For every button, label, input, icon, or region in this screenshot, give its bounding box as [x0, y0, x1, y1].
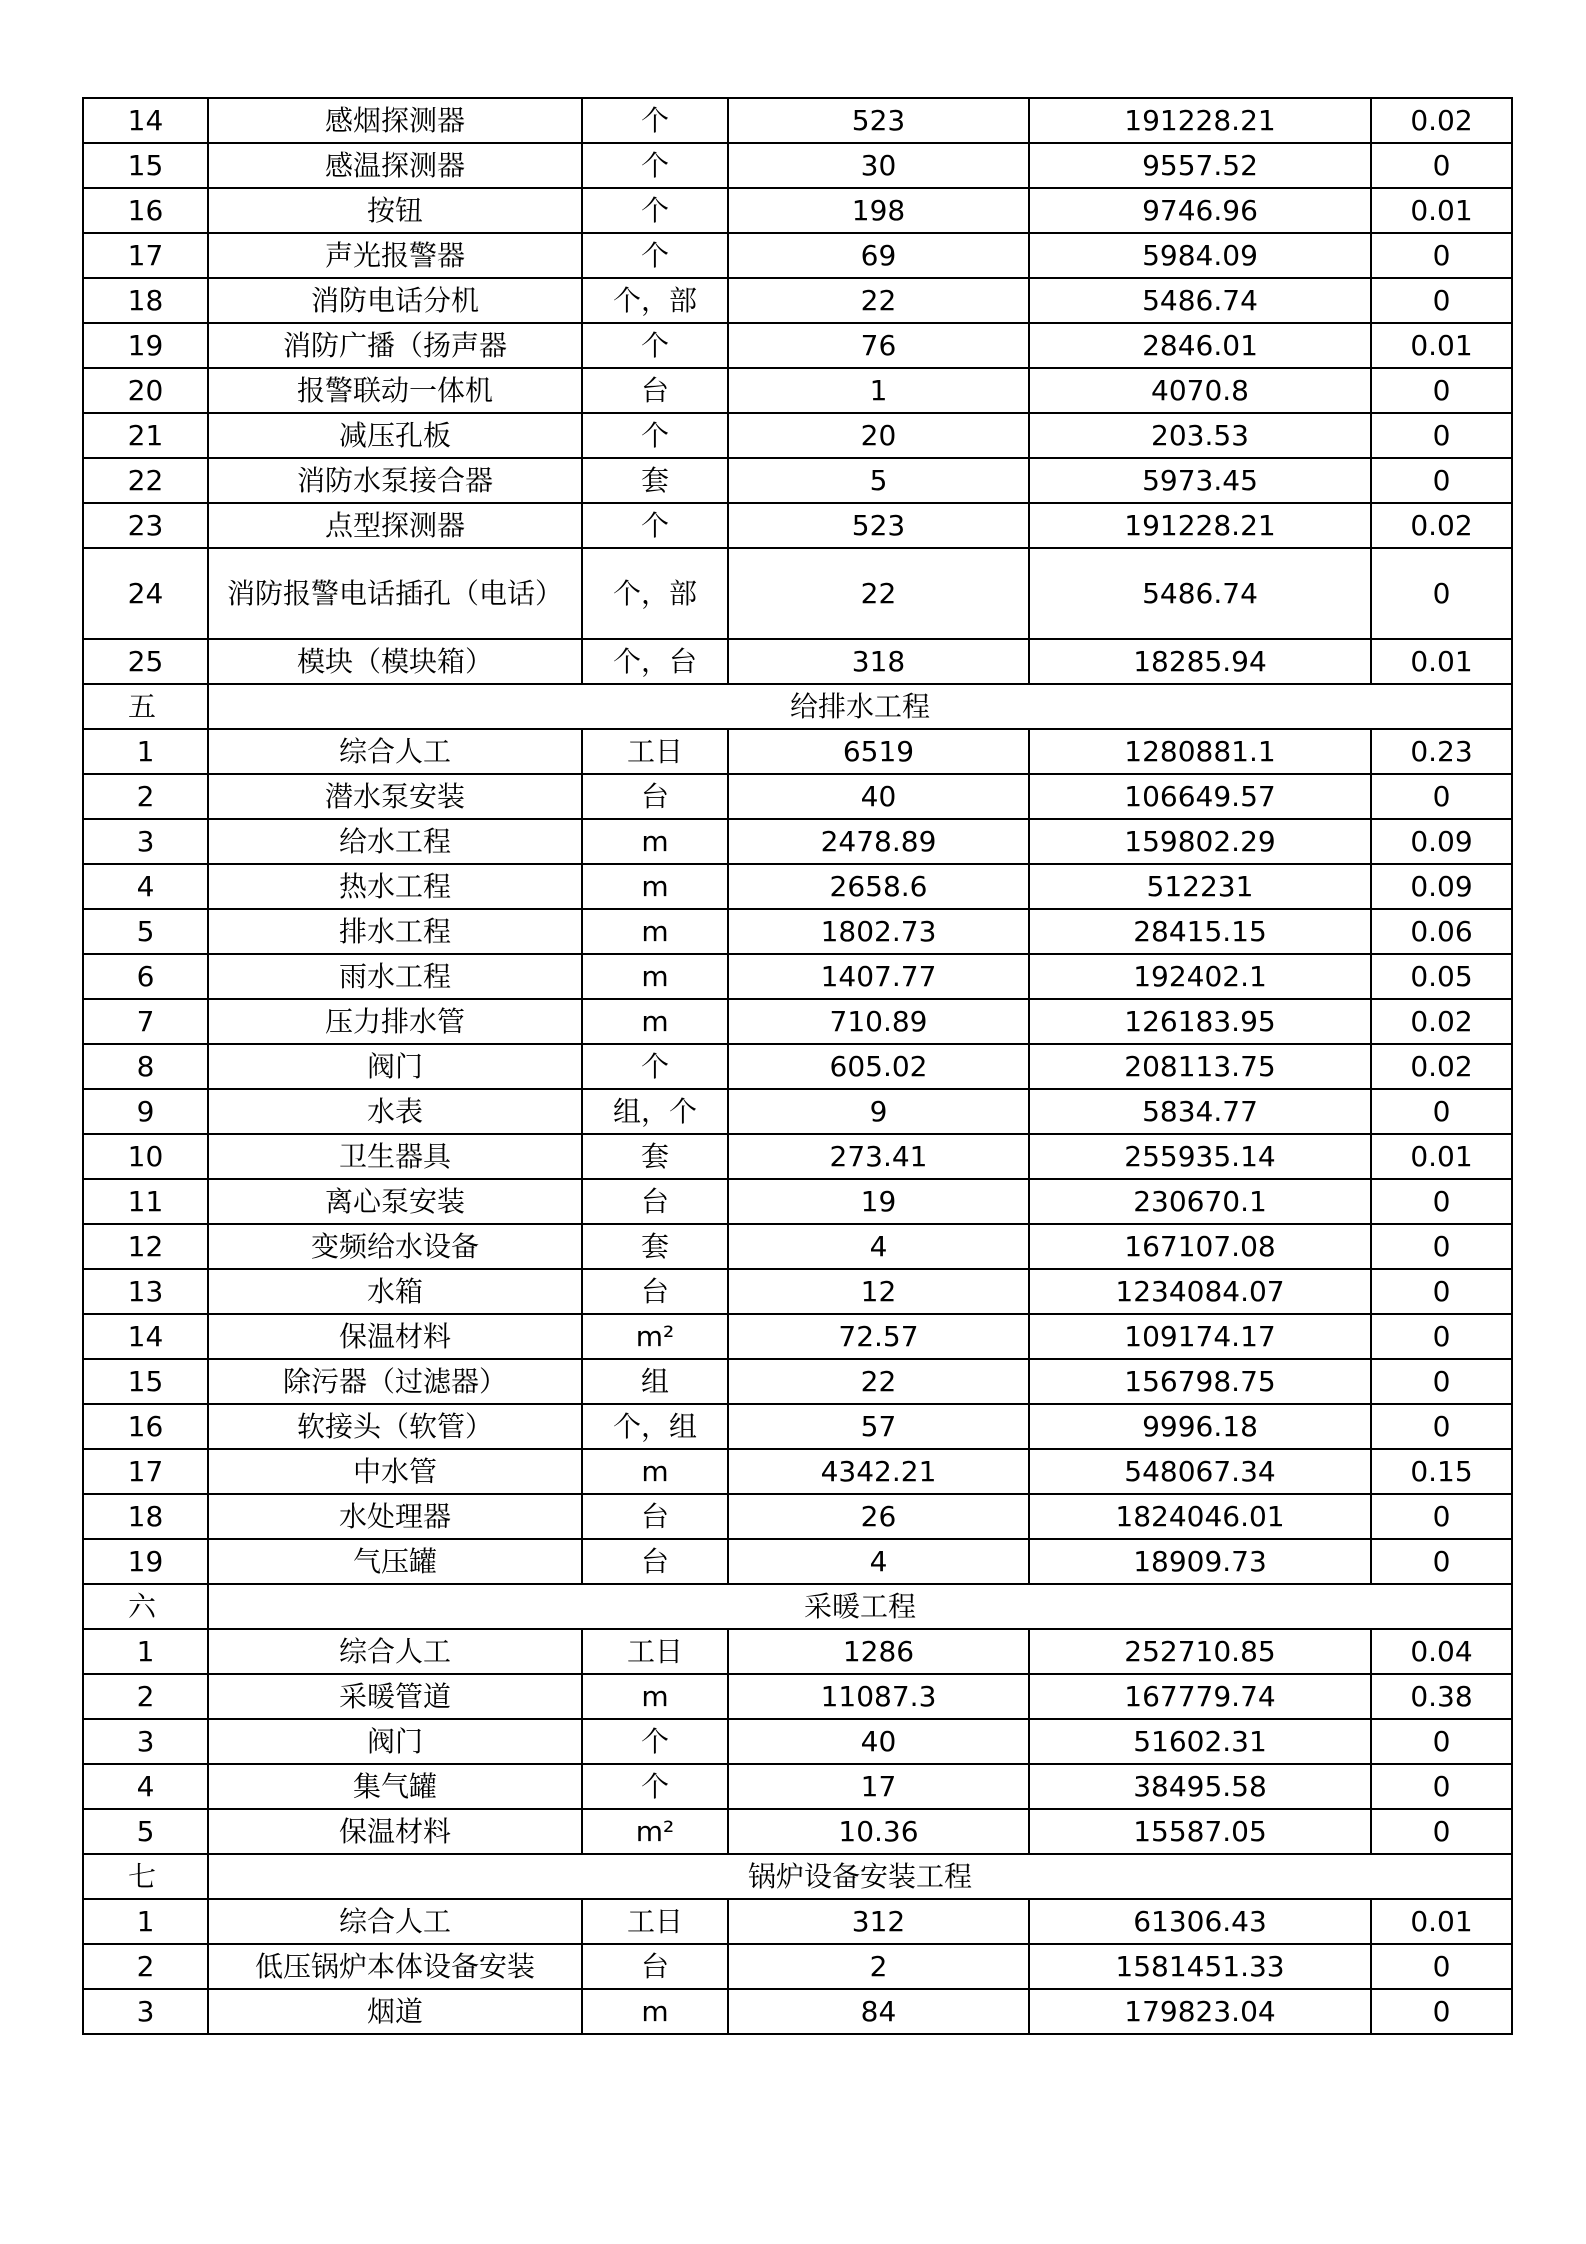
item-amount-cell: 9557.52 [1029, 143, 1371, 188]
item-number-cell: 13 [83, 1269, 208, 1314]
item-name-cell: 消防水泵接合器 [208, 458, 582, 503]
item-unit-cell: 工日 [582, 1899, 728, 1944]
item-name-cell: 报警联动一体机 [208, 368, 582, 413]
item-ratio-cell: 0 [1371, 1359, 1512, 1404]
item-ratio-cell: 0.06 [1371, 909, 1512, 954]
table-row [83, 458, 1512, 503]
item-unit-cell: 个 [582, 1719, 728, 1764]
item-number-cell: 18 [83, 278, 208, 323]
item-quantity-cell: 72.57 [728, 1314, 1029, 1359]
item-number-cell: 16 [83, 1404, 208, 1449]
item-amount-cell: 167107.08 [1029, 1224, 1371, 1269]
item-unit-cell: 工日 [582, 729, 728, 774]
item-ratio-cell: 0.02 [1371, 503, 1512, 548]
item-number-cell: 21 [83, 413, 208, 458]
item-name-cell: 综合人工 [208, 729, 582, 774]
item-number-cell: 6 [83, 954, 208, 999]
item-unit-cell: 个 [582, 1764, 728, 1809]
item-ratio-cell: 0.01 [1371, 188, 1512, 233]
item-amount-cell: 2846.01 [1029, 323, 1371, 368]
item-ratio-cell: 0.02 [1371, 1044, 1512, 1089]
item-amount-cell: 61306.43 [1029, 1899, 1371, 1944]
table-row [83, 233, 1512, 278]
item-quantity-cell: 19 [728, 1179, 1029, 1224]
item-unit-cell: m [582, 864, 728, 909]
item-amount-cell: 5984.09 [1029, 233, 1371, 278]
item-quantity-cell: 76 [728, 323, 1029, 368]
item-name-cell: 水表 [208, 1089, 582, 1134]
section-number-cell: 六 [83, 1584, 208, 1629]
item-unit-cell: 个 [582, 98, 728, 143]
item-name-cell: 压力排水管 [208, 999, 582, 1044]
item-unit-cell: 台 [582, 1494, 728, 1539]
section-title-cell: 锅炉设备安装工程 [208, 1854, 1512, 1899]
item-unit-cell: m [582, 909, 728, 954]
table-row [83, 278, 1512, 323]
item-quantity-cell: 30 [728, 143, 1029, 188]
table-row [83, 413, 1512, 458]
item-amount-cell: 109174.17 [1029, 1314, 1371, 1359]
item-number-cell: 20 [83, 368, 208, 413]
item-unit-cell: 台 [582, 774, 728, 819]
item-name-cell: 潜水泵安装 [208, 774, 582, 819]
table-row [83, 1359, 1512, 1404]
item-number-cell: 4 [83, 1764, 208, 1809]
item-name-cell: 烟道 [208, 1989, 582, 2034]
item-name-cell: 软接头（软管） [208, 1404, 582, 1449]
item-amount-cell: 192402.1 [1029, 954, 1371, 999]
cost-breakdown-table [82, 97, 1513, 2035]
item-ratio-cell: 0 [1371, 1224, 1512, 1269]
item-quantity-cell: 57 [728, 1404, 1029, 1449]
table-row [83, 774, 1512, 819]
item-ratio-cell: 0 [1371, 278, 1512, 323]
item-amount-cell: 1280881.1 [1029, 729, 1371, 774]
section-header-row [83, 1854, 1512, 1899]
item-number-cell: 2 [83, 1674, 208, 1719]
item-quantity-cell: 2478.89 [728, 819, 1029, 864]
table-row [83, 368, 1512, 413]
item-amount-cell: 5486.74 [1029, 548, 1371, 639]
item-ratio-cell: 0 [1371, 774, 1512, 819]
item-number-cell: 14 [83, 1314, 208, 1359]
item-amount-cell: 9746.96 [1029, 188, 1371, 233]
item-ratio-cell: 0 [1371, 1314, 1512, 1359]
item-unit-cell: 个 [582, 413, 728, 458]
table-row [83, 1674, 1512, 1719]
item-ratio-cell: 0 [1371, 1269, 1512, 1314]
item-amount-cell: 548067.34 [1029, 1449, 1371, 1494]
item-ratio-cell: 0 [1371, 1989, 1512, 2034]
table-row [83, 729, 1512, 774]
item-amount-cell: 9996.18 [1029, 1404, 1371, 1449]
item-unit-cell: m [582, 819, 728, 864]
item-ratio-cell: 0.01 [1371, 1899, 1512, 1944]
item-number-cell: 1 [83, 1899, 208, 1944]
item-amount-cell: 208113.75 [1029, 1044, 1371, 1089]
item-amount-cell: 38495.58 [1029, 1764, 1371, 1809]
item-quantity-cell: 10.36 [728, 1809, 1029, 1854]
table-row [83, 639, 1512, 684]
item-quantity-cell: 523 [728, 503, 1029, 548]
item-unit-cell: 个，部 [582, 548, 728, 639]
item-quantity-cell: 22 [728, 548, 1029, 639]
item-name-cell: 雨水工程 [208, 954, 582, 999]
item-amount-cell: 126183.95 [1029, 999, 1371, 1044]
item-ratio-cell: 0 [1371, 548, 1512, 639]
item-unit-cell: 个 [582, 143, 728, 188]
item-quantity-cell: 312 [728, 1899, 1029, 1944]
item-quantity-cell: 84 [728, 1989, 1029, 2034]
item-number-cell: 19 [83, 323, 208, 368]
table-row [83, 864, 1512, 909]
item-name-cell: 综合人工 [208, 1899, 582, 1944]
item-amount-cell: 203.53 [1029, 413, 1371, 458]
item-ratio-cell: 0.02 [1371, 999, 1512, 1044]
section-header-row [83, 684, 1512, 729]
item-unit-cell: 台 [582, 1179, 728, 1224]
item-unit-cell: 工日 [582, 1629, 728, 1674]
table-row [83, 1764, 1512, 1809]
item-unit-cell: m [582, 999, 728, 1044]
table-row [83, 1179, 1512, 1224]
item-amount-cell: 5834.77 [1029, 1089, 1371, 1134]
item-amount-cell: 15587.05 [1029, 1809, 1371, 1854]
item-ratio-cell: 0.09 [1371, 819, 1512, 864]
item-ratio-cell: 0 [1371, 1809, 1512, 1854]
item-unit-cell: 套 [582, 1224, 728, 1269]
item-ratio-cell: 0.23 [1371, 729, 1512, 774]
item-unit-cell: 个，组 [582, 1404, 728, 1449]
item-ratio-cell: 0 [1371, 413, 1512, 458]
item-number-cell: 9 [83, 1089, 208, 1134]
table-row [83, 548, 1512, 639]
item-number-cell: 2 [83, 774, 208, 819]
item-name-cell: 消防报警电话插孔（电话） [208, 548, 582, 639]
item-quantity-cell: 273.41 [728, 1134, 1029, 1179]
item-name-cell: 集气罐 [208, 1764, 582, 1809]
item-quantity-cell: 4 [728, 1539, 1029, 1584]
item-ratio-cell: 0 [1371, 143, 1512, 188]
item-number-cell: 3 [83, 1719, 208, 1764]
item-amount-cell: 1234084.07 [1029, 1269, 1371, 1314]
item-amount-cell: 252710.85 [1029, 1629, 1371, 1674]
item-amount-cell: 28415.15 [1029, 909, 1371, 954]
item-quantity-cell: 17 [728, 1764, 1029, 1809]
section-header-row [83, 1584, 1512, 1629]
item-amount-cell: 5486.74 [1029, 278, 1371, 323]
item-quantity-cell: 11087.3 [728, 1674, 1029, 1719]
item-quantity-cell: 20 [728, 413, 1029, 458]
item-quantity-cell: 40 [728, 774, 1029, 819]
item-name-cell: 减压孔板 [208, 413, 582, 458]
table-row [83, 1899, 1512, 1944]
item-amount-cell: 106649.57 [1029, 774, 1371, 819]
item-number-cell: 22 [83, 458, 208, 503]
item-quantity-cell: 4342.21 [728, 1449, 1029, 1494]
section-title-cell: 采暖工程 [208, 1584, 1512, 1629]
item-quantity-cell: 69 [728, 233, 1029, 278]
item-ratio-cell: 0 [1371, 1764, 1512, 1809]
item-amount-cell: 179823.04 [1029, 1989, 1371, 2034]
item-name-cell: 消防广播（扬声器 [208, 323, 582, 368]
item-amount-cell: 159802.29 [1029, 819, 1371, 864]
item-number-cell: 12 [83, 1224, 208, 1269]
item-name-cell: 感温探测器 [208, 143, 582, 188]
item-name-cell: 消防电话分机 [208, 278, 582, 323]
table-row [83, 1989, 1512, 2034]
item-number-cell: 11 [83, 1179, 208, 1224]
item-unit-cell: 个 [582, 503, 728, 548]
item-number-cell: 24 [83, 548, 208, 639]
item-unit-cell: 套 [582, 1134, 728, 1179]
item-unit-cell: 个，部 [582, 278, 728, 323]
table-row [83, 954, 1512, 999]
item-number-cell: 1 [83, 729, 208, 774]
item-name-cell: 除污器（过滤器） [208, 1359, 582, 1404]
item-amount-cell: 191228.21 [1029, 503, 1371, 548]
table-row [83, 1269, 1512, 1314]
item-unit-cell: m² [582, 1314, 728, 1359]
item-name-cell: 保温材料 [208, 1314, 582, 1359]
item-number-cell: 3 [83, 1989, 208, 2034]
table-row [83, 1629, 1512, 1674]
item-ratio-cell: 0 [1371, 233, 1512, 278]
item-unit-cell: m [582, 1674, 728, 1719]
item-name-cell: 模块（模块箱） [208, 639, 582, 684]
item-unit-cell: 个 [582, 323, 728, 368]
item-number-cell: 7 [83, 999, 208, 1044]
item-quantity-cell: 1407.77 [728, 954, 1029, 999]
item-unit-cell: m [582, 1989, 728, 2034]
table-row [83, 909, 1512, 954]
table-row [83, 1224, 1512, 1269]
item-quantity-cell: 22 [728, 1359, 1029, 1404]
item-unit-cell: 个 [582, 1044, 728, 1089]
item-amount-cell: 18285.94 [1029, 639, 1371, 684]
item-ratio-cell: 0 [1371, 1404, 1512, 1449]
table-row [83, 1404, 1512, 1449]
table-row [83, 1134, 1512, 1179]
item-number-cell: 17 [83, 1449, 208, 1494]
item-quantity-cell: 605.02 [728, 1044, 1029, 1089]
item-ratio-cell: 0.02 [1371, 98, 1512, 143]
item-number-cell: 25 [83, 639, 208, 684]
section-number-cell: 五 [83, 684, 208, 729]
item-quantity-cell: 26 [728, 1494, 1029, 1539]
table-row [83, 1044, 1512, 1089]
item-unit-cell: 个 [582, 188, 728, 233]
item-ratio-cell: 0.09 [1371, 864, 1512, 909]
item-number-cell: 5 [83, 909, 208, 954]
item-unit-cell: 台 [582, 368, 728, 413]
item-name-cell: 给水工程 [208, 819, 582, 864]
item-name-cell: 声光报警器 [208, 233, 582, 278]
item-name-cell: 按钮 [208, 188, 582, 233]
item-ratio-cell: 0.01 [1371, 639, 1512, 684]
item-number-cell: 14 [83, 98, 208, 143]
item-amount-cell: 156798.75 [1029, 1359, 1371, 1404]
table-row [83, 503, 1512, 548]
section-title-cell: 给排水工程 [208, 684, 1512, 729]
item-name-cell: 低压锅炉本体设备安装 [208, 1944, 582, 1989]
item-number-cell: 15 [83, 1359, 208, 1404]
table-row [83, 1944, 1512, 1989]
item-ratio-cell: 0 [1371, 1539, 1512, 1584]
item-ratio-cell: 0 [1371, 1494, 1512, 1539]
item-number-cell: 15 [83, 143, 208, 188]
item-name-cell: 保温材料 [208, 1809, 582, 1854]
item-amount-cell: 255935.14 [1029, 1134, 1371, 1179]
item-name-cell: 离心泵安装 [208, 1179, 582, 1224]
item-amount-cell: 51602.31 [1029, 1719, 1371, 1764]
item-number-cell: 16 [83, 188, 208, 233]
item-unit-cell: 组，个 [582, 1089, 728, 1134]
item-quantity-cell: 6519 [728, 729, 1029, 774]
item-quantity-cell: 1 [728, 368, 1029, 413]
item-number-cell: 2 [83, 1944, 208, 1989]
item-quantity-cell: 1286 [728, 1629, 1029, 1674]
item-quantity-cell: 710.89 [728, 999, 1029, 1044]
item-unit-cell: 个，台 [582, 639, 728, 684]
item-name-cell: 感烟探测器 [208, 98, 582, 143]
item-ratio-cell: 0.01 [1371, 323, 1512, 368]
item-name-cell: 变频给水设备 [208, 1224, 582, 1269]
item-ratio-cell: 0 [1371, 1719, 1512, 1764]
table-row [83, 188, 1512, 233]
item-unit-cell: m² [582, 1809, 728, 1854]
item-quantity-cell: 523 [728, 98, 1029, 143]
item-ratio-cell: 0.01 [1371, 1134, 1512, 1179]
table-row [83, 1719, 1512, 1764]
item-number-cell: 10 [83, 1134, 208, 1179]
item-ratio-cell: 0.05 [1371, 954, 1512, 999]
table-row [83, 323, 1512, 368]
item-name-cell: 气压罐 [208, 1539, 582, 1584]
table-row [83, 1494, 1512, 1539]
table-row [83, 98, 1512, 143]
section-number-cell: 七 [83, 1854, 208, 1899]
table-row [83, 1449, 1512, 1494]
item-amount-cell: 191228.21 [1029, 98, 1371, 143]
item-amount-cell: 230670.1 [1029, 1179, 1371, 1224]
item-unit-cell: 台 [582, 1944, 728, 1989]
item-name-cell: 阀门 [208, 1044, 582, 1089]
item-quantity-cell: 198 [728, 188, 1029, 233]
item-amount-cell: 167779.74 [1029, 1674, 1371, 1719]
item-ratio-cell: 0.04 [1371, 1629, 1512, 1674]
item-unit-cell: 台 [582, 1539, 728, 1584]
item-number-cell: 1 [83, 1629, 208, 1674]
item-quantity-cell: 12 [728, 1269, 1029, 1314]
item-ratio-cell: 0 [1371, 458, 1512, 503]
item-number-cell: 3 [83, 819, 208, 864]
item-quantity-cell: 40 [728, 1719, 1029, 1764]
item-name-cell: 阀门 [208, 1719, 582, 1764]
item-name-cell: 卫生器具 [208, 1134, 582, 1179]
item-amount-cell: 4070.8 [1029, 368, 1371, 413]
item-quantity-cell: 4 [728, 1224, 1029, 1269]
item-ratio-cell: 0 [1371, 1179, 1512, 1224]
item-number-cell: 8 [83, 1044, 208, 1089]
item-quantity-cell: 9 [728, 1089, 1029, 1134]
table-row [83, 1539, 1512, 1584]
item-unit-cell: 个 [582, 233, 728, 278]
item-name-cell: 中水管 [208, 1449, 582, 1494]
item-quantity-cell: 5 [728, 458, 1029, 503]
table-row [83, 143, 1512, 188]
item-amount-cell: 1581451.33 [1029, 1944, 1371, 1989]
table-row [83, 999, 1512, 1044]
item-name-cell: 水箱 [208, 1269, 582, 1314]
item-ratio-cell: 0 [1371, 368, 1512, 413]
table-row [83, 1809, 1512, 1854]
item-ratio-cell: 0 [1371, 1089, 1512, 1134]
item-quantity-cell: 2 [728, 1944, 1029, 1989]
item-amount-cell: 1824046.01 [1029, 1494, 1371, 1539]
item-name-cell: 综合人工 [208, 1629, 582, 1674]
item-unit-cell: m [582, 1449, 728, 1494]
item-amount-cell: 5973.45 [1029, 458, 1371, 503]
item-name-cell: 采暖管道 [208, 1674, 582, 1719]
table-row [83, 1314, 1512, 1359]
item-unit-cell: 套 [582, 458, 728, 503]
item-number-cell: 5 [83, 1809, 208, 1854]
item-unit-cell: m [582, 954, 728, 999]
item-amount-cell: 18909.73 [1029, 1539, 1371, 1584]
item-name-cell: 排水工程 [208, 909, 582, 954]
item-quantity-cell: 1802.73 [728, 909, 1029, 954]
item-name-cell: 热水工程 [208, 864, 582, 909]
item-ratio-cell: 0 [1371, 1944, 1512, 1989]
item-number-cell: 23 [83, 503, 208, 548]
item-amount-cell: 512231 [1029, 864, 1371, 909]
table-row [83, 1089, 1512, 1134]
item-quantity-cell: 318 [728, 639, 1029, 684]
item-number-cell: 18 [83, 1494, 208, 1539]
item-quantity-cell: 2658.6 [728, 864, 1029, 909]
item-ratio-cell: 0.15 [1371, 1449, 1512, 1494]
item-quantity-cell: 22 [728, 278, 1029, 323]
item-name-cell: 点型探测器 [208, 503, 582, 548]
item-number-cell: 17 [83, 233, 208, 278]
item-number-cell: 19 [83, 1539, 208, 1584]
item-number-cell: 4 [83, 864, 208, 909]
table-row [83, 819, 1512, 864]
item-name-cell: 水处理器 [208, 1494, 582, 1539]
item-unit-cell: 组 [582, 1359, 728, 1404]
item-ratio-cell: 0.38 [1371, 1674, 1512, 1719]
item-unit-cell: 台 [582, 1269, 728, 1314]
